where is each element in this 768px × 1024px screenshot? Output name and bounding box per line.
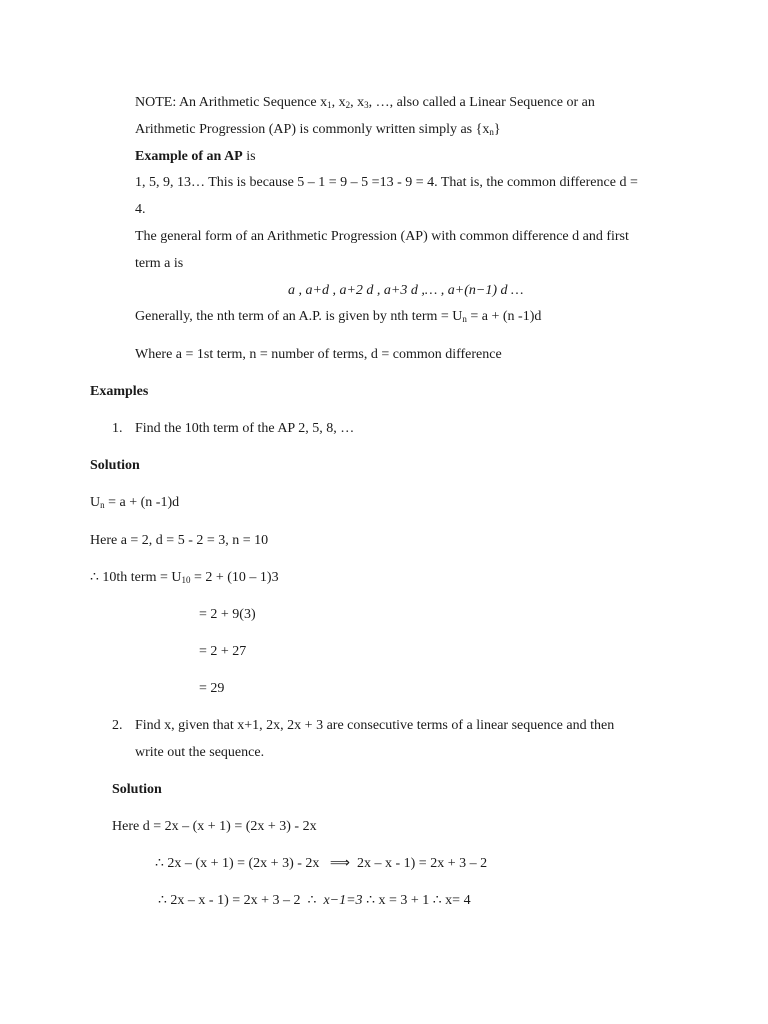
example-line-2: 4. [135, 202, 146, 217]
question-2-number: 2. [112, 718, 123, 733]
note-line-2: Arithmetic Progression (AP) is commonly written simply as $\{x_n\}$ [135, 122, 501, 137]
general-form-formula: a , a+d , a+2 d , a+3 d ,… , a+(n−1) d … [288, 283, 524, 298]
note-line-1: NOTE: An Arithmetic Sequence $x_1$, $x_2$, $x_3$, …, also called a Linear Sequence or an [135, 95, 595, 110]
solution-1-step-3: = 29 [199, 681, 225, 696]
nth-term-line: Generally, the nth term of an A.P. is given by nth term = $U_n = a + (n$ -1)d [135, 309, 542, 324]
example-line-1: 1, 5, 9, 13… This is because 5 – 1 = 9 – 5 =13 - 9 = 4. That is, the common difference d = [135, 175, 638, 190]
solution-2-step-2: ∴ 2x – x - 1) = 2x + 3 – 2 ∴ x−1=3 ∴ x = 3 + 1 ∴ x= 4 [158, 893, 471, 908]
where-line: Where a = 1st term, n = number of terms, d = common difference [135, 347, 502, 362]
solution-2-heading: Solution [112, 782, 162, 797]
question-2-line-1: Find x, given that x+1, 2x, 2x + 3 are consecutive terms of a linear sequence and then [135, 718, 615, 733]
general-form-line-2: term a is [135, 256, 184, 271]
solution-2-here: Here d = 2x – (x + 1) = (2x + 3) - 2x [112, 819, 317, 834]
implies-arrow-icon: ⟹ [329, 856, 350, 871]
general-form-line-1: The general form of an Arithmetic Progression (AP) with common difference d and first [135, 229, 629, 244]
solution-1-step-2: = 2 + 27 [199, 644, 247, 659]
solution-1-formula: $U_n = a + (n$ -1)d [90, 495, 180, 510]
question-1-text: Find the 10th term of the AP 2, 5, 8, … [135, 421, 355, 436]
solution-1-here: Here a = 2, d = 5 - 2 = 3, n = 10 [90, 533, 269, 548]
solution-1-tenth-term: ∴ 10th term = $U_{10} = 2 + (10 - 1)3$ [90, 570, 279, 585]
solution-2-step-1: ∴ 2x – (x + 1) = (2x + 3) - 2x ⟹ 2x – x - 1) = 2x + 3 – 2 [155, 856, 488, 871]
solution-1-heading: Solution [90, 458, 140, 473]
examples-heading: Examples [90, 384, 149, 399]
solution-1-step-1: = 2 + 9(3) [199, 607, 256, 622]
example-heading: Example of an AP is [135, 149, 256, 164]
question-1-number: 1. [112, 421, 123, 436]
question-2-line-2: write out the sequence. [135, 745, 265, 760]
